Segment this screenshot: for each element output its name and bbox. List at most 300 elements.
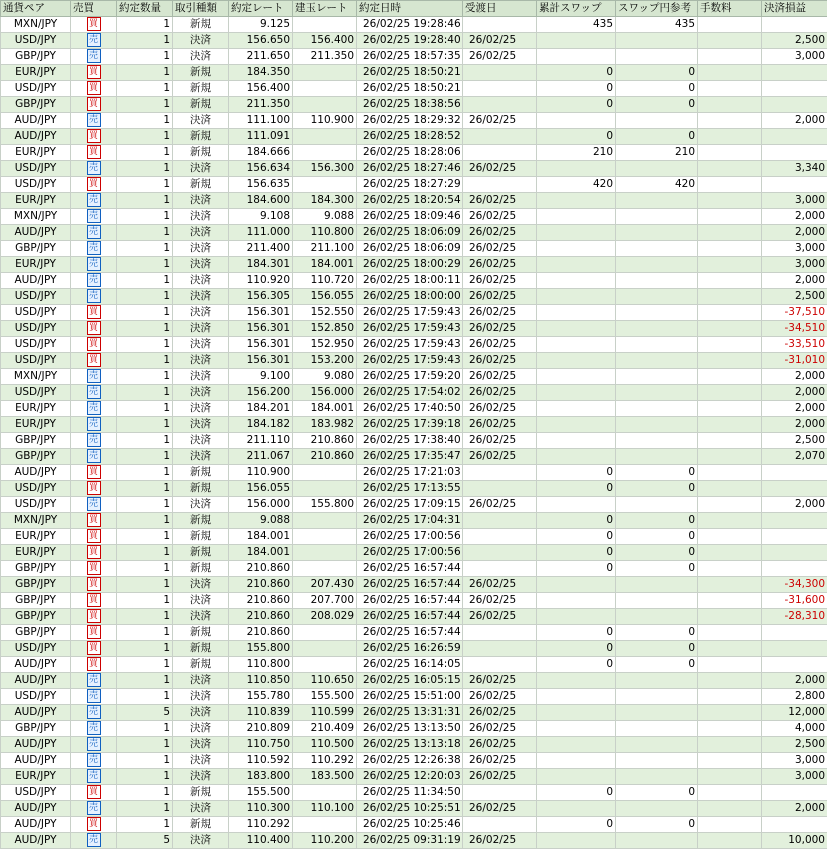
open-rate-cell: 211.100 <box>293 241 357 257</box>
swap-cell <box>537 369 616 385</box>
table-row[interactable] <box>1 545 827 561</box>
open-rate-cell <box>293 641 357 657</box>
swap-ref-cell <box>616 273 698 289</box>
table-row[interactable] <box>1 81 827 97</box>
open-rate-cell <box>293 513 357 529</box>
settle-date-cell <box>463 561 537 577</box>
datetime-cell: 26/02/25 10:25:51 <box>357 801 463 817</box>
qty-cell: 1 <box>117 785 173 801</box>
table-row[interactable] <box>1 257 827 273</box>
swap-ref-cell: 0 <box>616 65 698 81</box>
swap-cell <box>537 577 616 593</box>
kind-cell: 新規 <box>173 97 229 113</box>
open-rate-cell: 9.080 <box>293 369 357 385</box>
open-rate-cell: 156.400 <box>293 33 357 49</box>
datetime-cell: 26/02/25 19:28:46 <box>357 17 463 33</box>
kind-cell: 新規 <box>173 625 229 641</box>
table-row[interactable] <box>1 433 827 449</box>
table-row[interactable] <box>1 769 827 785</box>
open-rate-cell: 110.599 <box>293 705 357 721</box>
table-row[interactable] <box>1 625 827 641</box>
table-row[interactable] <box>1 481 827 497</box>
swap-cell <box>537 689 616 705</box>
pl-cell <box>762 625 827 641</box>
buy-badge: 買 <box>87 481 101 495</box>
buy-badge: 買 <box>87 785 101 799</box>
table-row[interactable] <box>1 561 827 577</box>
table-row[interactable] <box>1 657 827 673</box>
table-row[interactable] <box>1 49 827 65</box>
pair-cell: USD/JPY <box>1 337 71 353</box>
fee-cell <box>698 833 762 849</box>
kind-cell: 新規 <box>173 657 229 673</box>
swap-ref-cell <box>616 289 698 305</box>
sell-badge: 売 <box>87 161 101 175</box>
qty-cell: 1 <box>117 289 173 305</box>
settle-date-cell: 26/02/25 <box>463 225 537 241</box>
table-row[interactable] <box>1 145 827 161</box>
pair-cell: GBP/JPY <box>1 577 71 593</box>
table-row[interactable] <box>1 241 827 257</box>
kind-cell: 決済 <box>173 401 229 417</box>
swap-cell: 0 <box>537 785 616 801</box>
swap-ref-cell: 0 <box>616 513 698 529</box>
side-cell <box>71 689 117 705</box>
swap-ref-cell <box>616 577 698 593</box>
datetime-cell: 26/02/25 18:20:54 <box>357 193 463 209</box>
swap-cell: 210 <box>537 145 616 161</box>
fee-cell <box>698 785 762 801</box>
rate-cell: 184.001 <box>229 545 293 561</box>
open-rate-cell <box>293 817 357 833</box>
table-row[interactable] <box>1 225 827 241</box>
rate-cell: 156.635 <box>229 177 293 193</box>
pair-cell: USD/JPY <box>1 305 71 321</box>
open-rate-cell: 110.650 <box>293 673 357 689</box>
swap-ref-cell <box>616 801 698 817</box>
rate-cell: 110.900 <box>229 465 293 481</box>
table-row[interactable] <box>1 705 827 721</box>
rate-cell: 211.110 <box>229 433 293 449</box>
qty-cell: 1 <box>117 625 173 641</box>
datetime-cell: 26/02/25 16:26:59 <box>357 641 463 657</box>
table-row[interactable] <box>1 401 827 417</box>
settle-date-cell: 26/02/25 <box>463 337 537 353</box>
kind-cell: 新規 <box>173 561 229 577</box>
table-row[interactable] <box>1 129 827 145</box>
qty-cell: 1 <box>117 81 173 97</box>
settle-date-cell: 26/02/25 <box>463 577 537 593</box>
table-row[interactable] <box>1 209 827 225</box>
datetime-cell: 26/02/25 16:57:44 <box>357 625 463 641</box>
side-cell <box>71 417 117 433</box>
kind-cell: 新規 <box>173 529 229 545</box>
settle-date-cell <box>463 17 537 33</box>
buy-badge: 買 <box>87 321 101 335</box>
pair-cell: GBP/JPY <box>1 625 71 641</box>
fee-cell <box>698 321 762 337</box>
swap-cell <box>537 449 616 465</box>
table-row[interactable] <box>1 817 827 833</box>
table-row[interactable] <box>1 337 827 353</box>
rate-cell: 156.301 <box>229 305 293 321</box>
swap-ref-cell <box>616 33 698 49</box>
table-row[interactable] <box>1 529 827 545</box>
pair-cell: USD/JPY <box>1 161 71 177</box>
fee-cell <box>698 817 762 833</box>
rate-cell: 110.920 <box>229 273 293 289</box>
swap-cell: 0 <box>537 529 616 545</box>
qty-cell: 1 <box>117 577 173 593</box>
buy-badge: 買 <box>87 817 101 831</box>
pair-cell: MXN/JPY <box>1 513 71 529</box>
swap-cell <box>537 225 616 241</box>
open-rate-cell <box>293 625 357 641</box>
pair-cell: EUR/JPY <box>1 193 71 209</box>
datetime-cell: 26/02/25 18:28:52 <box>357 129 463 145</box>
swap-ref-cell <box>616 449 698 465</box>
open-rate-cell <box>293 529 357 545</box>
table-row[interactable] <box>1 641 827 657</box>
side-cell <box>71 593 117 609</box>
open-rate-cell: 184.001 <box>293 257 357 273</box>
buy-badge: 買 <box>87 97 101 111</box>
open-rate-cell: 184.300 <box>293 193 357 209</box>
side-cell <box>71 289 117 305</box>
settle-date-cell: 26/02/25 <box>463 673 537 689</box>
swap-ref-cell <box>616 241 698 257</box>
header-swap-ref[interactable]: スワップ円参考 <box>616 1 698 17</box>
open-rate-cell <box>293 129 357 145</box>
qty-cell: 1 <box>117 145 173 161</box>
swap-cell <box>537 673 616 689</box>
pl-cell: 2,000 <box>762 113 827 129</box>
pl-cell <box>762 465 827 481</box>
rate-cell: 110.400 <box>229 833 293 849</box>
pair-cell: EUR/JPY <box>1 417 71 433</box>
datetime-cell: 26/02/25 13:13:50 <box>357 721 463 737</box>
settle-date-cell: 26/02/25 <box>463 593 537 609</box>
header-open-rate[interactable]: 建玉レート <box>293 1 357 17</box>
pl-cell: 4,000 <box>762 721 827 737</box>
kind-cell: 決済 <box>173 289 229 305</box>
settle-date-cell: 26/02/25 <box>463 49 537 65</box>
table-row[interactable] <box>1 305 827 321</box>
swap-cell: 435 <box>537 17 616 33</box>
table-row[interactable] <box>1 33 827 49</box>
swap-ref-cell <box>616 305 698 321</box>
header-kind[interactable]: 取引種類 <box>173 1 229 17</box>
qty-cell: 1 <box>117 529 173 545</box>
pair-cell: USD/JPY <box>1 177 71 193</box>
datetime-cell: 26/02/25 16:57:44 <box>357 561 463 577</box>
pair-cell: AUD/JPY <box>1 225 71 241</box>
side-cell <box>71 449 117 465</box>
qty-cell: 1 <box>117 641 173 657</box>
table-row[interactable] <box>1 593 827 609</box>
fee-cell <box>698 593 762 609</box>
table-row[interactable] <box>1 689 827 705</box>
table-row[interactable] <box>1 65 827 81</box>
fee-cell <box>698 625 762 641</box>
sell-badge: 売 <box>87 769 101 783</box>
kind-cell: 新規 <box>173 129 229 145</box>
side-cell <box>71 785 117 801</box>
table-row[interactable] <box>1 353 827 369</box>
table-row[interactable] <box>1 161 827 177</box>
swap-cell <box>537 337 616 353</box>
header-side[interactable]: 売買 <box>71 1 117 17</box>
swap-cell <box>537 209 616 225</box>
kind-cell: 決済 <box>173 337 229 353</box>
pl-cell: 3,000 <box>762 49 827 65</box>
swap-ref-cell: 0 <box>616 545 698 561</box>
pl-cell: 2,000 <box>762 385 827 401</box>
sell-badge: 売 <box>87 193 101 207</box>
table-row[interactable] <box>1 753 827 769</box>
settle-date-cell: 26/02/25 <box>463 241 537 257</box>
qty-cell: 1 <box>117 593 173 609</box>
table-row[interactable] <box>1 577 827 593</box>
settle-date-cell: 26/02/25 <box>463 289 537 305</box>
pair-cell: MXN/JPY <box>1 369 71 385</box>
table-row[interactable] <box>1 369 827 385</box>
rate-cell: 110.850 <box>229 673 293 689</box>
fee-cell <box>698 177 762 193</box>
datetime-cell: 26/02/25 15:51:00 <box>357 689 463 705</box>
settle-date-cell <box>463 465 537 481</box>
settle-date-cell: 26/02/25 <box>463 385 537 401</box>
sell-badge: 売 <box>87 273 101 287</box>
table-row[interactable] <box>1 97 827 113</box>
qty-cell: 1 <box>117 305 173 321</box>
pair-cell: USD/JPY <box>1 689 71 705</box>
table-row[interactable] <box>1 673 827 689</box>
header-settle-date[interactable]: 受渡日 <box>463 1 537 17</box>
pair-cell: USD/JPY <box>1 497 71 513</box>
table-row[interactable] <box>1 289 827 305</box>
sell-badge: 売 <box>87 401 101 415</box>
kind-cell: 決済 <box>173 305 229 321</box>
swap-cell <box>537 289 616 305</box>
fee-cell <box>698 161 762 177</box>
rate-cell: 156.400 <box>229 81 293 97</box>
rate-cell: 184.182 <box>229 417 293 433</box>
table-row[interactable] <box>1 465 827 481</box>
datetime-cell: 26/02/25 17:59:43 <box>357 353 463 369</box>
kind-cell: 決済 <box>173 113 229 129</box>
pl-cell <box>762 513 827 529</box>
fee-cell <box>698 129 762 145</box>
rate-cell: 210.860 <box>229 561 293 577</box>
open-rate-cell: 211.350 <box>293 49 357 65</box>
rate-cell: 211.067 <box>229 449 293 465</box>
open-rate-cell <box>293 657 357 673</box>
qty-cell: 1 <box>117 657 173 673</box>
side-cell <box>71 145 117 161</box>
pl-cell: 2,000 <box>762 401 827 417</box>
settle-date-cell <box>463 817 537 833</box>
fee-cell <box>698 657 762 673</box>
table-row[interactable] <box>1 193 827 209</box>
pl-cell: 3,000 <box>762 257 827 273</box>
open-rate-cell: 210.860 <box>293 449 357 465</box>
pair-cell: EUR/JPY <box>1 257 71 273</box>
side-cell <box>71 113 117 129</box>
pl-cell <box>762 641 827 657</box>
swap-ref-cell: 0 <box>616 81 698 97</box>
fee-cell <box>698 673 762 689</box>
side-cell <box>71 353 117 369</box>
settle-date-cell <box>463 129 537 145</box>
sell-badge: 売 <box>87 289 101 303</box>
side-cell <box>71 17 117 33</box>
fee-cell <box>698 801 762 817</box>
table-row[interactable] <box>1 513 827 529</box>
side-cell <box>71 385 117 401</box>
datetime-cell: 26/02/25 17:09:15 <box>357 497 463 513</box>
swap-ref-cell: 0 <box>616 561 698 577</box>
datetime-cell: 26/02/25 18:06:09 <box>357 241 463 257</box>
table-row[interactable] <box>1 417 827 433</box>
header-qty[interactable]: 約定数量 <box>117 1 173 17</box>
settle-date-cell <box>463 97 537 113</box>
side-cell <box>71 721 117 737</box>
header-datetime[interactable]: 約定日時 <box>357 1 463 17</box>
pl-cell: 3,000 <box>762 769 827 785</box>
settle-date-cell: 26/02/25 <box>463 273 537 289</box>
table-row[interactable] <box>1 785 827 801</box>
fee-cell <box>698 545 762 561</box>
settle-date-cell: 26/02/25 <box>463 737 537 753</box>
kind-cell: 新規 <box>173 481 229 497</box>
rate-cell: 156.000 <box>229 497 293 513</box>
buy-badge: 買 <box>87 177 101 191</box>
rate-cell: 211.400 <box>229 241 293 257</box>
open-rate-cell: 207.430 <box>293 577 357 593</box>
settle-date-cell <box>463 145 537 161</box>
kind-cell: 決済 <box>173 593 229 609</box>
swap-ref-cell <box>616 497 698 513</box>
swap-ref-cell: 0 <box>616 625 698 641</box>
table-row[interactable] <box>1 321 827 337</box>
pair-cell: EUR/JPY <box>1 145 71 161</box>
datetime-cell: 26/02/25 16:05:15 <box>357 673 463 689</box>
pl-cell: 10,000 <box>762 833 827 849</box>
table-row[interactable] <box>1 449 827 465</box>
table-row[interactable] <box>1 273 827 289</box>
swap-ref-cell: 0 <box>616 641 698 657</box>
datetime-cell: 26/02/25 16:57:44 <box>357 577 463 593</box>
side-cell <box>71 273 117 289</box>
table-row[interactable] <box>1 497 827 513</box>
fee-cell <box>698 97 762 113</box>
qty-cell: 1 <box>117 257 173 273</box>
swap-ref-cell <box>616 49 698 65</box>
qty-cell: 1 <box>117 17 173 33</box>
side-cell <box>71 753 117 769</box>
buy-badge: 買 <box>87 529 101 543</box>
fee-cell <box>698 17 762 33</box>
open-rate-cell: 110.292 <box>293 753 357 769</box>
header-pair[interactable]: 通貨ペア <box>1 1 71 17</box>
side-cell <box>71 81 117 97</box>
swap-cell: 0 <box>537 129 616 145</box>
pl-cell: 3,000 <box>762 241 827 257</box>
swap-ref-cell: 0 <box>616 465 698 481</box>
open-rate-cell: 155.800 <box>293 497 357 513</box>
swap-cell: 0 <box>537 545 616 561</box>
rate-cell: 210.809 <box>229 721 293 737</box>
datetime-cell: 26/02/25 17:35:47 <box>357 449 463 465</box>
settle-date-cell: 26/02/25 <box>463 417 537 433</box>
pl-cell <box>762 17 827 33</box>
header-pl[interactable]: 決済損益 <box>762 1 827 17</box>
buy-badge: 買 <box>87 353 101 367</box>
pl-cell <box>762 545 827 561</box>
swap-cell <box>537 353 616 369</box>
table-row[interactable] <box>1 113 827 129</box>
qty-cell: 1 <box>117 369 173 385</box>
rate-cell: 110.300 <box>229 801 293 817</box>
table-row[interactable] <box>1 609 827 625</box>
table-row[interactable] <box>1 737 827 753</box>
table-row[interactable] <box>1 833 827 849</box>
kind-cell: 決済 <box>173 833 229 849</box>
qty-cell: 1 <box>117 721 173 737</box>
pl-cell <box>762 65 827 81</box>
kind-cell: 決済 <box>173 33 229 49</box>
table-row[interactable] <box>1 721 827 737</box>
open-rate-cell: 208.029 <box>293 609 357 625</box>
rate-cell: 9.125 <box>229 17 293 33</box>
open-rate-cell <box>293 17 357 33</box>
table-row[interactable] <box>1 17 827 33</box>
rate-cell: 110.750 <box>229 737 293 753</box>
side-cell <box>71 241 117 257</box>
side-cell <box>71 641 117 657</box>
kind-cell: 決済 <box>173 257 229 273</box>
side-cell <box>71 193 117 209</box>
swap-ref-cell: 0 <box>616 529 698 545</box>
qty-cell: 1 <box>117 193 173 209</box>
fee-cell <box>698 769 762 785</box>
pair-cell: AUD/JPY <box>1 465 71 481</box>
swap-cell <box>537 721 616 737</box>
pair-cell: GBP/JPY <box>1 433 71 449</box>
qty-cell: 1 <box>117 49 173 65</box>
header-rate[interactable]: 約定レート <box>229 1 293 17</box>
table-row[interactable] <box>1 177 827 193</box>
swap-cell: 0 <box>537 625 616 641</box>
swap-cell: 0 <box>537 561 616 577</box>
datetime-cell: 26/02/25 13:31:31 <box>357 705 463 721</box>
header-swap[interactable]: 累計スワップ <box>537 1 616 17</box>
table-row[interactable] <box>1 801 827 817</box>
pl-cell: -34,300 <box>762 577 827 593</box>
table-row[interactable] <box>1 385 827 401</box>
swap-ref-cell <box>616 689 698 705</box>
swap-cell: 0 <box>537 513 616 529</box>
swap-cell <box>537 433 616 449</box>
kind-cell: 新規 <box>173 817 229 833</box>
kind-cell: 決済 <box>173 353 229 369</box>
rate-cell: 111.091 <box>229 129 293 145</box>
settle-date-cell: 26/02/25 <box>463 721 537 737</box>
pair-cell: MXN/JPY <box>1 17 71 33</box>
fee-cell <box>698 65 762 81</box>
header-fee[interactable]: 手数料 <box>698 1 762 17</box>
